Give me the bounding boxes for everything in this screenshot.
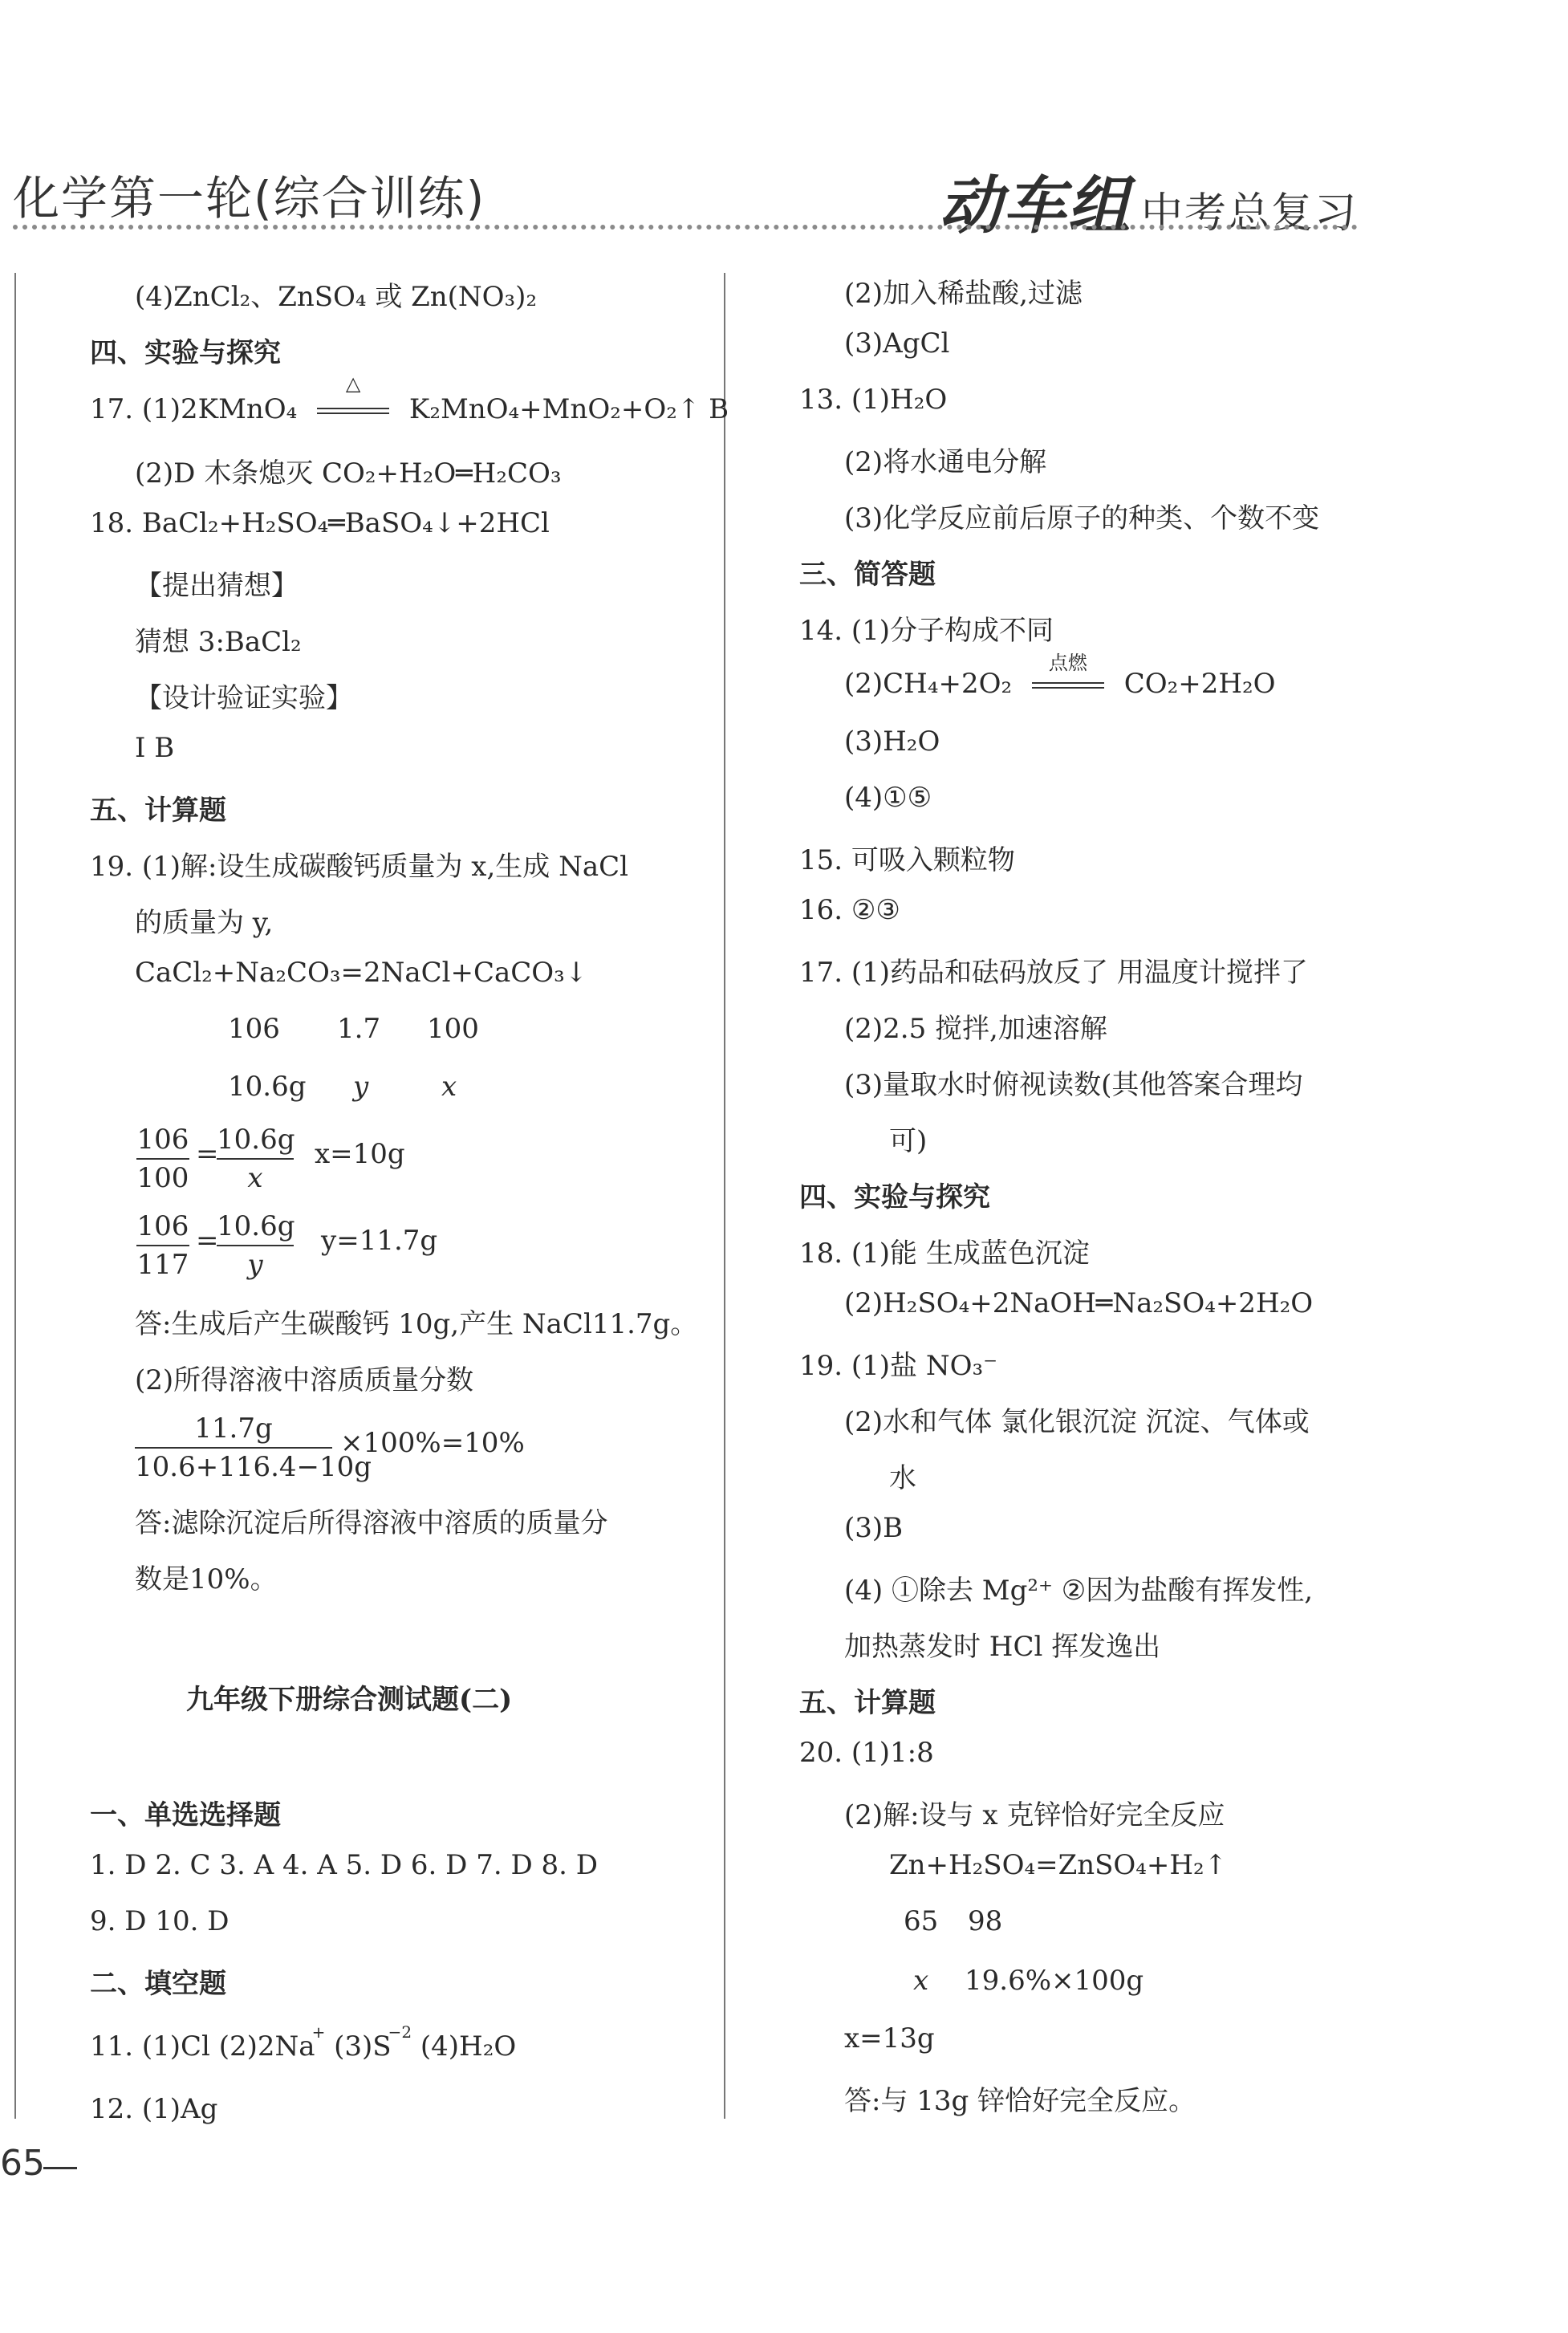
answer-line: 加热蒸发时 HCl 挥发逸出: [844, 1631, 1161, 1663]
answer-line: 猜想 3:BaCl₂: [135, 626, 302, 658]
heat-icon: △: [345, 372, 361, 395]
ignite-condition: [1032, 652, 1104, 700]
heat-condition: [317, 372, 389, 425]
answer-line: 12. (1)Ag: [90, 2093, 218, 2125]
section-heading: 四、实验与探究: [799, 1181, 990, 1213]
denominator: y: [247, 1249, 263, 1281]
answer-line: (2)加入稀盐酸,过滤: [844, 278, 1083, 310]
equals: =: [196, 1138, 219, 1170]
answer-line: (4)①⑤: [844, 782, 932, 814]
answer-line: 答:滤除沉淀后所得溶液中溶质的质量分: [135, 1507, 608, 1539]
answer-line: 答:与 13g 锌恰好完全反应。: [844, 2085, 1196, 2117]
answer-line: (3)H₂O: [844, 726, 940, 758]
right-column: [725, 0, 1408, 2167]
answer-line: 18. (1)能 生成蓝色沉淀: [799, 1238, 1090, 1270]
answer-line: (4)ZnCl₂、ZnSO₄ 或 Zn(NO₃)₂: [135, 281, 538, 313]
answer-line: 数是10%。: [135, 1563, 278, 1595]
answer-line: [90, 2022, 517, 2063]
result: ×100%=10%: [340, 1427, 525, 1459]
answer-line: 水: [889, 1462, 916, 1494]
answer-part: 11. (1)Cl (2)2Na: [90, 2030, 315, 2063]
equation-left: 17. (1)2KMnO₄: [90, 393, 298, 425]
answer-line: x=13g: [844, 2022, 935, 2055]
mass-value: 98: [968, 1905, 1003, 1937]
answer-line: 9. D 10. D: [90, 1905, 230, 1937]
brand-subtitle: 中考总复习: [1140, 189, 1358, 238]
numerator: 10.6g: [217, 1124, 295, 1156]
section-title: 九年级下册综合测试题(二): [186, 1684, 513, 1716]
numerator: 106: [136, 1210, 189, 1242]
result: x=10g: [315, 1138, 405, 1170]
answer-line: 18. BaCl₂+H₂SO₄═BaSO₄↓+2HCl: [90, 507, 550, 539]
charge-superscript: +: [311, 2022, 326, 2042]
mass-value: 106: [228, 1013, 280, 1045]
mass-value: 100: [427, 1013, 479, 1045]
valence-superscript: −2: [388, 2022, 412, 2042]
numerator: 11.7g: [194, 1412, 273, 1445]
mass-value: 19.6%×100g: [965, 1965, 1144, 1997]
equation-line: CaCl₂+Na₂CO₃=2NaCl+CaCO₃↓: [135, 957, 588, 989]
answer-part: (3)S: [325, 2030, 392, 2063]
numerator: 10.6g: [217, 1210, 295, 1242]
answer-line: (2)所得溶液中溶质质量分数: [135, 1364, 474, 1396]
answer-line: I B: [135, 732, 175, 764]
fraction: [136, 1210, 189, 1281]
equation-left: (2)CH₄+2O₂: [844, 668, 1013, 700]
denominator: 117: [136, 1249, 189, 1281]
page-number-rule: [43, 2167, 77, 2169]
answer-line: 19. (1)解:设生成碳酸钙质量为 x,生成 NaCl: [90, 851, 629, 883]
equation-line: Zn+H₂SO₄=ZnSO₄+H₂↑: [889, 1849, 1228, 1881]
answer-line: (2)水和气体 氯化银沉淀 沉淀、气体或: [844, 1406, 1310, 1438]
answer-line: 的质量为 y,: [135, 907, 274, 939]
equation-line: [90, 372, 729, 425]
fraction: [217, 1124, 294, 1194]
section-heading: 五、计算题: [90, 795, 226, 827]
denominator: 10.6+116.4−10g: [135, 1451, 372, 1483]
answer-line: 【提出猜想】: [135, 570, 299, 602]
brand-logo: 动车组: [938, 169, 1131, 242]
answer-line: 14. (1)分子构成不同: [799, 615, 1054, 647]
answer-line: 答:生成后产生碳酸钙 10g,产生 NaCl11.7g。: [135, 1308, 698, 1340]
variable: y: [353, 1071, 369, 1103]
answer-line: (2)解:设与 x 克锌恰好完全反应: [844, 1799, 1225, 1831]
answer-line: 17. (1)药品和砝码放反了 用温度计搅拌了: [799, 957, 1308, 989]
section-heading: 一、单选选择题: [90, 1799, 281, 1831]
denominator: x: [247, 1162, 263, 1194]
condition-label: 点燃: [1048, 652, 1087, 674]
answer-line: (3)AgCl: [844, 327, 950, 360]
answer-part: (4)H₂O: [412, 2030, 517, 2063]
mass-value: 10.6g: [228, 1071, 307, 1103]
page-number: 65: [0, 2143, 45, 2184]
left-column: [0, 0, 729, 2167]
variable: x: [913, 1965, 929, 1997]
answer-line: (4) ①除去 Mg²⁺ ②因为盐酸有挥发性,: [844, 1575, 1314, 1607]
answer-line: 13. (1)H₂O: [799, 384, 948, 416]
mass-value: 1.7: [337, 1013, 381, 1045]
answer-line: 16. ②③: [799, 894, 900, 926]
fraction: [136, 1124, 189, 1194]
equation-line: [844, 652, 1276, 700]
fraction: [217, 1210, 294, 1281]
equation-right: CO₂+2H₂O: [1123, 668, 1276, 700]
equation-line: (2)H₂SO₄+2NaOH═Na₂SO₄+2H₂O: [844, 1287, 1314, 1319]
result: y=11.7g: [321, 1225, 438, 1257]
equals: =: [196, 1225, 219, 1257]
equation-right: K₂MnO₄+MnO₂+O₂↑ B: [408, 393, 729, 425]
answer-line: (3)化学反应前后原子的种类、个数不变: [844, 502, 1320, 534]
answer-line: 【设计验证实验】: [135, 682, 353, 714]
equals-sign: [317, 408, 389, 414]
answer-line: 15. 可吸入颗粒物: [799, 844, 1015, 876]
denominator: 100: [136, 1162, 189, 1194]
numerator: 106: [136, 1124, 189, 1156]
answer-line: (3)B: [844, 1512, 904, 1544]
answer-line: 19. (1)盐 NO₃⁻: [799, 1350, 998, 1382]
answer-line: (2)D 木条熄灭 CO₂+H₂O═H₂CO₃: [135, 457, 562, 490]
section-heading: 四、实验与探究: [90, 337, 281, 369]
mass-value: 65: [904, 1905, 939, 1937]
answer-line: (2)将水通电分解: [844, 446, 1047, 478]
equals-sign: [1032, 682, 1104, 689]
section-heading: 五、计算题: [799, 1687, 936, 1719]
header-title: 化学第一轮(综合训练): [13, 171, 486, 226]
answer-line: 可): [889, 1125, 928, 1157]
answer-line: 20. (1)1:8: [799, 1737, 934, 1769]
answer-line: (2)2.5 搅拌,加速溶解: [844, 1013, 1107, 1045]
answer-line: 1. D 2. C 3. A 4. A 5. D 6. D 7. D 8. D: [90, 1849, 599, 1881]
section-heading: 二、填空题: [90, 1968, 226, 2000]
answer-line: (3)量取水时俯视读数(其他答案合理均: [844, 1069, 1303, 1101]
fraction: [135, 1412, 372, 1483]
section-heading: 三、简答题: [799, 559, 936, 591]
variable: x: [441, 1071, 457, 1103]
